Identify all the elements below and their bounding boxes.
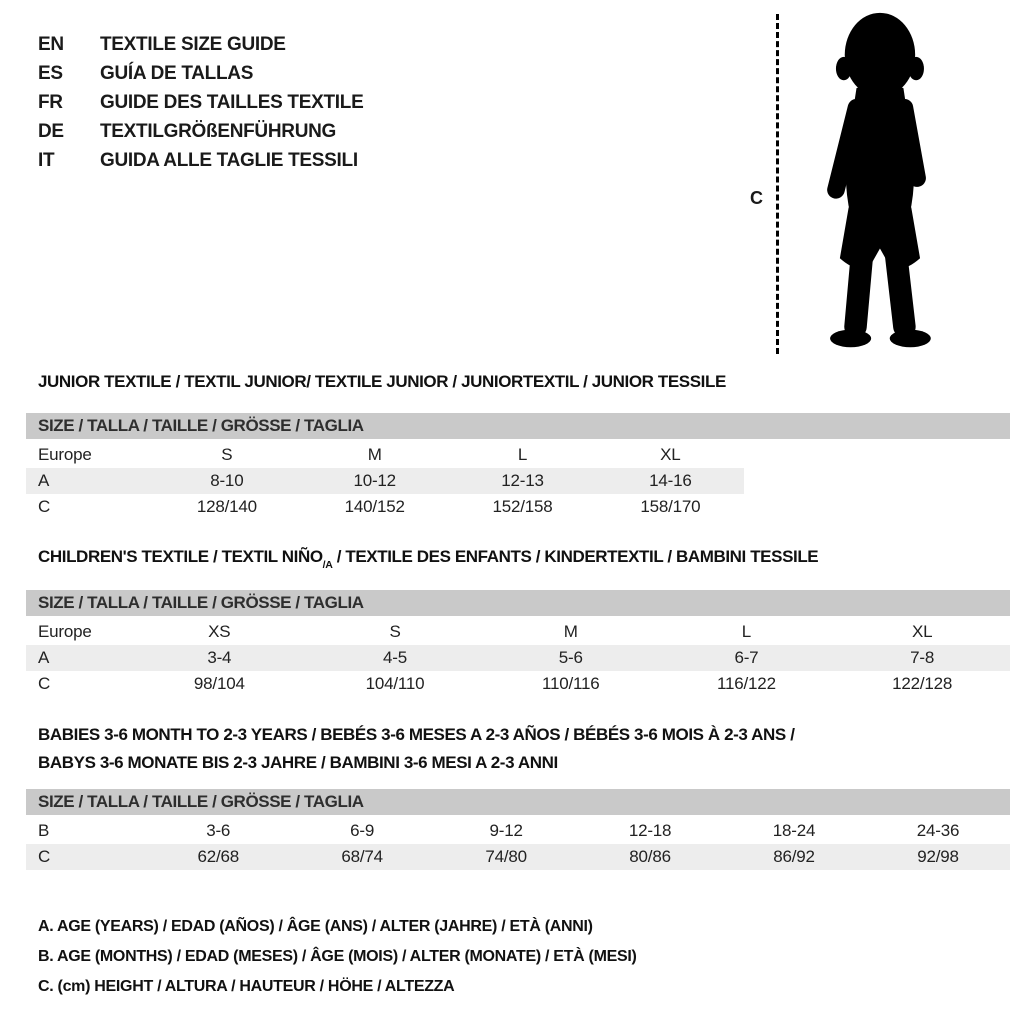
top-header <box>26 0 1010 362</box>
row-label: Europe <box>38 445 92 464</box>
size-cell: S <box>389 622 401 642</box>
row-label: C <box>38 497 51 516</box>
children-heading-pre: CHILDREN'S TEXTILE / TEXTIL NIÑO <box>38 547 323 566</box>
babies-heading-line2: BABYS 3-6 MONATE BIS 2-3 JAHRE / BAMBINI 3-6 MESI A 2-3 ANNI <box>38 753 558 773</box>
age-cell: 6-9 <box>350 821 375 841</box>
height-cell: 98/104 <box>193 674 245 694</box>
junior-size-header-band: SIZE / TALLA / TAILLE / GRÖSSE / TAGLIA <box>26 413 1010 439</box>
height-cell: 104/110 <box>365 674 425 694</box>
size-cell: XS <box>208 622 231 642</box>
table-row <box>26 442 744 468</box>
height-cell: 152/158 <box>492 497 553 516</box>
row-label: C <box>38 674 51 694</box>
language-title: GUIDA ALLE TAGLIE TESSILI <box>100 150 358 171</box>
height-cell: 110/116 <box>541 674 600 694</box>
children-heading <box>38 547 1010 572</box>
height-cell: 86/92 <box>722 844 866 870</box>
height-cell: 68/74 <box>290 844 434 870</box>
table-row <box>26 468 744 494</box>
table-row <box>26 645 1010 671</box>
junior-heading: JUNIOR TEXTILE / TEXTIL JUNIOR/ TEXTILE JUNIOR / JUNIORTEXTIL / JUNIOR TESSILE <box>38 372 726 391</box>
age-cell: 6-7 <box>659 645 835 671</box>
children-size-header-band: SIZE / TALLA / TAILLE / GRÖSSE / TAGLIA <box>26 590 1010 616</box>
age-cell: 4-5 <box>307 645 483 671</box>
footnote-b: B. AGE (MONTHS) / EDAD (MESES) / ÂGE (MOIS) / ALTER (MONATE) / ETÀ (MESI) <box>38 948 637 966</box>
size-cell: XL <box>911 622 933 642</box>
size-cell: L <box>517 445 528 464</box>
language-code: ES <box>38 63 63 84</box>
toddler-silhouette-icon <box>798 6 958 358</box>
row-label: Europe <box>38 622 92 642</box>
language-title: GUIDE DES TAILLES TEXTILE <box>100 92 364 113</box>
size-cell: XL <box>660 445 681 464</box>
height-cell: 140/152 <box>344 497 405 516</box>
footnote-a: A. AGE (YEARS) / EDAD (AÑOS) / ÂGE (ANS) / ALTER (JAHRE) / ETÀ (ANNI) <box>38 918 593 936</box>
age-cell: 5-6 <box>483 645 659 671</box>
row-label: A <box>26 468 153 494</box>
size-cell: M <box>367 445 382 464</box>
children-section <box>26 547 1010 697</box>
row-label: B <box>38 821 50 841</box>
children-heading-post: / TEXTILE DES ENFANTS / KINDERTEXTIL / BAMBINI TESSILE <box>332 547 819 566</box>
age-cell: 12-18 <box>628 821 672 841</box>
junior-section <box>26 372 1010 520</box>
row-label: C <box>26 844 146 870</box>
table-row <box>26 671 1010 697</box>
babies-section <box>26 725 1010 870</box>
language-title: GUÍA DE TALLAS <box>100 63 254 84</box>
height-cell: 62/68 <box>146 844 290 870</box>
footnote-c: C. (cm) HEIGHT / ALTURA / HAUTEUR / HÖHE / ALTEZZA <box>38 978 455 996</box>
children-heading-sub: /A <box>322 559 333 572</box>
age-cell: 14-16 <box>596 468 744 494</box>
height-cell: 122/128 <box>892 674 953 694</box>
babies-size-table <box>26 818 1010 870</box>
language-code: IT <box>38 150 55 171</box>
height-cell: 128/140 <box>196 497 257 516</box>
junior-size-table <box>26 442 744 520</box>
language-code: FR <box>38 92 63 113</box>
size-cell: S <box>221 445 233 464</box>
babies-heading-line1: BABIES 3-6 MONTH TO 2-3 YEARS / BEBÉS 3-6 MESES A 2-3 AÑOS / BÉBÉS 3-6 MOIS À 2-3 ANS / <box>38 725 795 745</box>
footnotes <box>38 912 1010 1002</box>
table-row <box>26 619 1010 645</box>
age-cell: 7-8 <box>834 645 1010 671</box>
height-dashed-line <box>776 14 779 354</box>
language-title: TEXTILE SIZE GUIDE <box>100 34 286 55</box>
age-cell: 8-10 <box>153 468 301 494</box>
row-label: A <box>26 645 131 671</box>
age-cell: 12-13 <box>449 468 597 494</box>
size-cell: M <box>563 622 578 642</box>
table-row <box>26 818 1010 844</box>
height-measure-label: C <box>750 188 763 208</box>
table-row <box>26 844 1010 870</box>
size-cell: L <box>741 622 752 642</box>
babies-size-header-band: SIZE / TALLA / TAILLE / GRÖSSE / TAGLIA <box>26 789 1010 815</box>
age-cell: 24-36 <box>916 821 960 841</box>
children-size-table <box>26 619 1010 697</box>
language-title: TEXTILGRÖßENFÜHRUNG <box>100 121 337 142</box>
age-cell: 10-12 <box>301 468 449 494</box>
age-cell: 9-12 <box>489 821 523 841</box>
age-cell: 18-24 <box>772 821 816 841</box>
age-cell: 3-4 <box>131 645 307 671</box>
age-cell: 3-6 <box>206 821 231 841</box>
table-row <box>26 494 744 520</box>
language-code: DE <box>38 121 64 142</box>
height-cell: 158/170 <box>640 497 701 516</box>
height-cell: 116/122 <box>717 674 776 694</box>
height-cell: 74/80 <box>434 844 578 870</box>
height-measure-figure <box>750 6 980 358</box>
height-cell: 92/98 <box>866 844 1010 870</box>
height-cell: 80/86 <box>578 844 722 870</box>
language-code: EN <box>38 34 64 55</box>
